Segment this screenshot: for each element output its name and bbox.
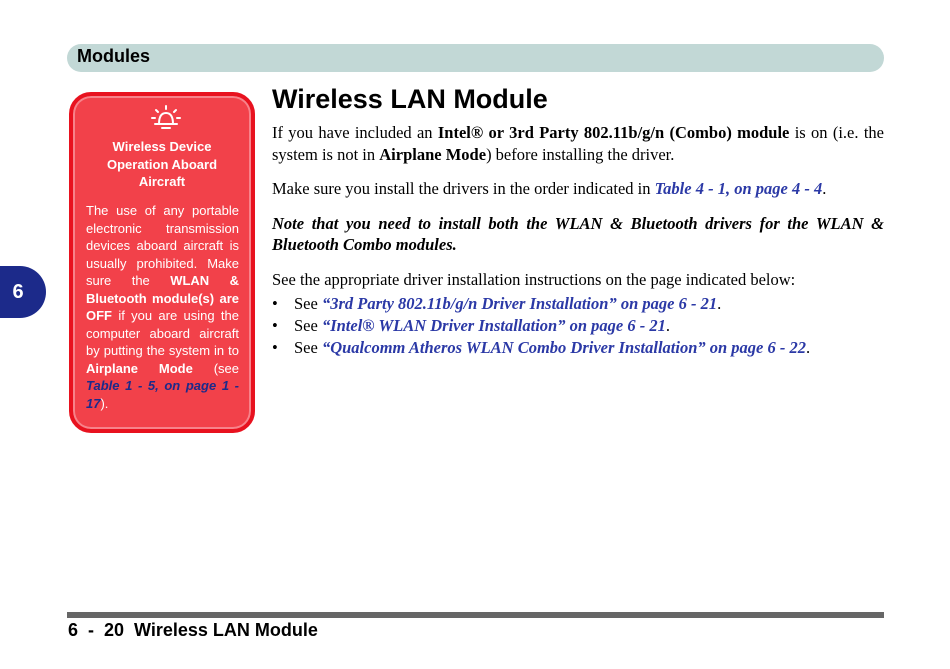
page-number: 6 - 20 (68, 620, 125, 640)
aircraft-warning-icon (149, 104, 183, 132)
driver-link-intel[interactable]: “Intel® WLAN Driver Installation” on page 6 - 21 (321, 316, 666, 335)
main-content (272, 82, 884, 359)
intro-paragraph: If you have included an Intel® or 3rd Party 802.11b/g/n (Combo) module is on (i.e. the system is not in Airplane Mode) before installing the driver. (272, 123, 884, 164)
order-paragraph: Make sure you install the drivers in the order indicated in Table 4 - 1, on page 4 - 4. (272, 179, 827, 198)
footer-title: Wireless LAN Module (134, 620, 318, 640)
warning-body: The use of any portable electronic transmission devices aboard aircraft is usually prohibited. Make sure the WLAN & Bluetooth module(s) are OFF if you are using the computer aboard aircraft by putting the system in to Airplane Mode (see Table 1 - 5, on page 1 - 17). (86, 203, 239, 411)
warning-title: Wireless Device Operation Aboard Aircraft (106, 139, 218, 189)
driver-link-list (272, 293, 884, 359)
see-paragraph: See the appropriate driver installation instructions on the page indicated below: (272, 269, 796, 289)
section-title: Modules (77, 46, 151, 66)
chapter-tab[interactable]: 6 (0, 266, 46, 318)
driver-link-qualcomm[interactable]: “Qualcomm Atheros WLAN Combo Driver Installation” on page 6 - 22 (321, 338, 807, 357)
page-footer (68, 620, 318, 641)
warning-box (69, 92, 255, 433)
warning-table-link[interactable]: Table 1 - 5, on page 1 - 17 (86, 378, 239, 411)
table-4-1-link[interactable]: Table 4 - 1, on page 4 - 4 (654, 179, 823, 198)
list-item: • See “Intel® WLAN Driver Installation” on page 6 - 21. (272, 316, 670, 335)
footer-rule (67, 612, 884, 618)
driver-link-3rd-party[interactable]: “3rd Party 802.11b/g/n Driver Installation” on page 6 - 21 (321, 294, 718, 313)
combo-note: Note that you need to install both the WLAN & Bluetooth drivers for the WLAN & Bluetooth Combo modules. (272, 213, 884, 254)
section-header-bar (67, 44, 884, 72)
list-item: • See “3rd Party 802.11b/g/n Driver Installation” on page 6 - 21. (272, 294, 722, 313)
page-title: Wireless LAN Module (272, 84, 548, 114)
list-item: • See “Qualcomm Atheros WLAN Combo Driver Installation” on page 6 - 22. (272, 338, 811, 357)
